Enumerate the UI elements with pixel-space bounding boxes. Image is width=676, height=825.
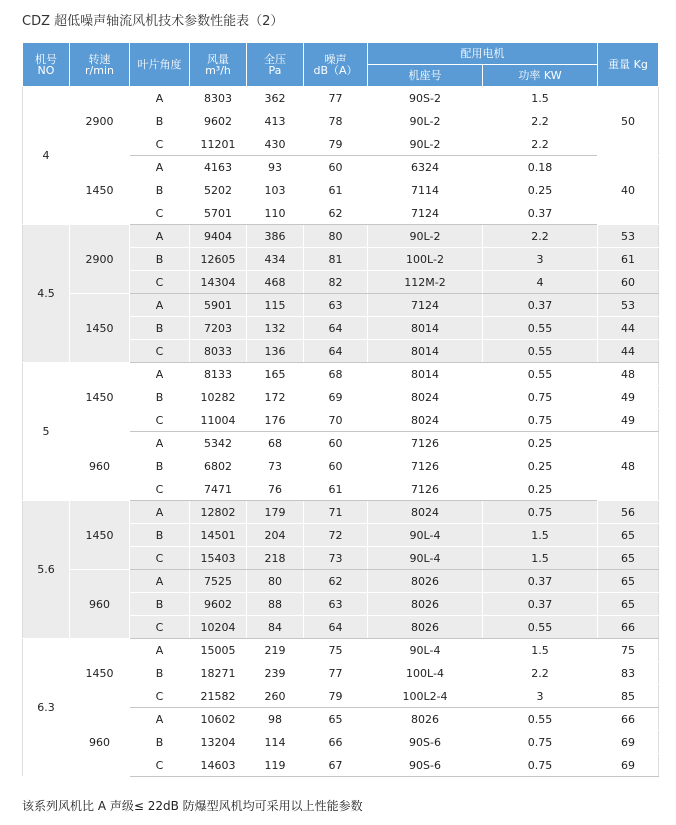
cell-flow: 10602 (190, 708, 247, 731)
cell-weight: 65 (598, 547, 659, 570)
cell-speed: 1450 (70, 639, 130, 708)
cell-pressure: 468 (247, 271, 304, 294)
cell-motor-power: 0.37 (483, 294, 598, 317)
cell-motor-power: 2.2 (483, 662, 598, 685)
table-row (23, 87, 659, 110)
cell-pressure: 110 (247, 202, 304, 225)
cell-angle: C (130, 478, 190, 501)
cell-flow: 4163 (190, 156, 247, 179)
header-speed: 转速 r/min (70, 43, 130, 87)
cell-flow: 10204 (190, 616, 247, 639)
cell-flow: 11201 (190, 133, 247, 156)
cell-noise: 75 (304, 639, 368, 662)
cell-motor-frame: 7126 (368, 432, 483, 455)
cell-motor-frame: 90L-4 (368, 547, 483, 570)
cell-motor-power: 1.5 (483, 547, 598, 570)
cell-weight: 65 (598, 593, 659, 616)
cell-motor-power: 0.55 (483, 340, 598, 363)
cell-motor-power: 0.75 (483, 386, 598, 409)
cell-angle: C (130, 547, 190, 570)
cell-pressure: 98 (247, 708, 304, 731)
cell-pressure: 114 (247, 731, 304, 754)
cell-motor-power: 0.55 (483, 363, 598, 386)
cell-noise: 79 (304, 685, 368, 708)
cell-weight: 85 (598, 685, 659, 708)
cell-noise: 68 (304, 363, 368, 386)
cell-pressure: 80 (247, 570, 304, 593)
cell-flow: 15403 (190, 547, 247, 570)
cell-noise: 61 (304, 179, 368, 202)
cell-flow: 12605 (190, 248, 247, 271)
cell-noise: 79 (304, 133, 368, 156)
cell-motor-power: 0.55 (483, 317, 598, 340)
cell-motor-power: 0.75 (483, 731, 598, 754)
cell-weight: 66 (598, 616, 659, 639)
cell-flow: 9404 (190, 225, 247, 248)
cell-motor-frame: 7114 (368, 179, 483, 202)
header-motor: 配用电机 (368, 43, 598, 65)
cell-model: 6.3 (23, 639, 70, 777)
cell-angle: B (130, 593, 190, 616)
cell-noise: 62 (304, 202, 368, 225)
cell-flow: 14603 (190, 754, 247, 777)
cell-motor-frame: 8024 (368, 386, 483, 409)
cell-flow: 8133 (190, 363, 247, 386)
cell-model: 5 (23, 363, 70, 501)
cell-pressure: 204 (247, 524, 304, 547)
cell-pressure: 76 (247, 478, 304, 501)
cell-motor-power: 0.55 (483, 708, 598, 731)
table-row (23, 432, 659, 455)
cell-motor-frame: 100L-2 (368, 248, 483, 271)
cell-noise: 65 (304, 708, 368, 731)
cell-motor-power: 4 (483, 271, 598, 294)
cell-flow: 21582 (190, 685, 247, 708)
cell-pressure: 413 (247, 110, 304, 133)
cell-speed: 2900 (70, 225, 130, 294)
cell-motor-frame: 100L-4 (368, 662, 483, 685)
cell-motor-frame: 7124 (368, 294, 483, 317)
cell-pressure: 132 (247, 317, 304, 340)
cell-motor-frame: 8026 (368, 616, 483, 639)
header-model: 机号 NO (23, 43, 70, 87)
cell-flow: 5901 (190, 294, 247, 317)
cell-weight: 53 (598, 225, 659, 248)
cell-noise: 82 (304, 271, 368, 294)
cell-noise: 72 (304, 524, 368, 547)
cell-angle: B (130, 317, 190, 340)
cell-motor-power: 0.25 (483, 478, 598, 501)
cell-angle: A (130, 225, 190, 248)
cell-flow: 9602 (190, 110, 247, 133)
cell-pressure: 239 (247, 662, 304, 685)
cell-motor-power: 0.75 (483, 754, 598, 777)
cell-pressure: 362 (247, 87, 304, 110)
cell-noise: 66 (304, 731, 368, 754)
cell-angle: A (130, 156, 190, 179)
cell-motor-frame: 90L-4 (368, 524, 483, 547)
cell-flow: 10282 (190, 386, 247, 409)
cell-model: 5.6 (23, 501, 70, 639)
cell-flow: 15005 (190, 639, 247, 662)
cell-flow: 6802 (190, 455, 247, 478)
cell-noise: 64 (304, 616, 368, 639)
cell-motor-power: 2.2 (483, 110, 598, 133)
cell-motor-power: 0.37 (483, 202, 598, 225)
cell-weight: 66 (598, 708, 659, 731)
cell-noise: 63 (304, 593, 368, 616)
cell-pressure: 84 (247, 616, 304, 639)
cell-motor-frame: 6324 (368, 156, 483, 179)
cell-noise: 70 (304, 409, 368, 432)
cell-flow: 12802 (190, 501, 247, 524)
header-noise: 噪声 dB（A） (304, 43, 368, 87)
cell-flow: 5202 (190, 179, 247, 202)
cell-motor-frame: 7126 (368, 478, 483, 501)
footnote: 该系列风机比 A 声级≤ 22dB 防爆型风机均可采用以上性能参数 (22, 799, 363, 813)
cell-motor-power: 0.25 (483, 455, 598, 478)
cell-model: 4 (23, 87, 70, 225)
header-motor-power: 功率 KW (483, 65, 598, 87)
cell-angle: C (130, 133, 190, 156)
cell-noise: 77 (304, 662, 368, 685)
cell-pressure: 179 (247, 501, 304, 524)
cell-flow: 8033 (190, 340, 247, 363)
table-row (23, 225, 659, 248)
cell-pressure: 68 (247, 432, 304, 455)
cell-motor-frame: 112M-2 (368, 271, 483, 294)
cell-angle: C (130, 616, 190, 639)
cell-motor-frame: 90S-6 (368, 731, 483, 754)
cell-motor-power: 0.37 (483, 593, 598, 616)
cell-motor-frame: 8026 (368, 708, 483, 731)
cell-pressure: 88 (247, 593, 304, 616)
cell-weight: 53 (598, 294, 659, 317)
cell-noise: 64 (304, 317, 368, 340)
table-row (23, 501, 659, 524)
cell-weight: 61 (598, 248, 659, 271)
cell-pressure: 176 (247, 409, 304, 432)
cell-motor-power: 3 (483, 685, 598, 708)
table-row (23, 294, 659, 317)
cell-angle: A (130, 87, 190, 110)
cell-flow: 14304 (190, 271, 247, 294)
header-motor-frame: 机座号 (368, 65, 483, 87)
cell-motor-power: 0.55 (483, 616, 598, 639)
cell-weight: 65 (598, 524, 659, 547)
cell-pressure: 93 (247, 156, 304, 179)
table-body (23, 87, 659, 777)
cell-angle: A (130, 639, 190, 662)
cell-flow: 7471 (190, 478, 247, 501)
cell-weight: 44 (598, 340, 659, 363)
cell-model: 4.5 (23, 225, 70, 363)
header-pressure: 全压 Pa (247, 43, 304, 87)
cell-noise: 73 (304, 547, 368, 570)
cell-weight: 49 (598, 409, 659, 432)
cell-flow: 13204 (190, 731, 247, 754)
header-weight: 重量 Kg (598, 43, 659, 87)
cell-motor-frame: 7124 (368, 202, 483, 225)
spec-table (22, 42, 659, 777)
cell-flow: 14501 (190, 524, 247, 547)
cell-motor-frame: 8026 (368, 570, 483, 593)
cell-flow: 18271 (190, 662, 247, 685)
cell-motor-power: 1.5 (483, 639, 598, 662)
cell-speed: 1450 (70, 501, 130, 570)
cell-noise: 78 (304, 110, 368, 133)
cell-motor-frame: 90L-2 (368, 133, 483, 156)
cell-pressure: 172 (247, 386, 304, 409)
cell-noise: 64 (304, 340, 368, 363)
cell-motor-power: 0.18 (483, 156, 598, 179)
table-row (23, 708, 659, 731)
cell-angle: A (130, 363, 190, 386)
cell-weight: 49 (598, 386, 659, 409)
cell-pressure: 73 (247, 455, 304, 478)
cell-pressure: 136 (247, 340, 304, 363)
cell-weight: 40 (598, 156, 659, 225)
cell-angle: C (130, 271, 190, 294)
cell-noise: 60 (304, 455, 368, 478)
header-flow: 风量 m³/h (190, 43, 247, 87)
cell-flow: 7525 (190, 570, 247, 593)
cell-motor-power: 0.25 (483, 432, 598, 455)
cell-noise: 60 (304, 156, 368, 179)
cell-motor-frame: 100L2-4 (368, 685, 483, 708)
cell-angle: B (130, 455, 190, 478)
cell-noise: 62 (304, 570, 368, 593)
cell-speed: 1450 (70, 156, 130, 225)
cell-flow: 11004 (190, 409, 247, 432)
cell-pressure: 103 (247, 179, 304, 202)
cell-motor-power: 1.5 (483, 87, 598, 110)
cell-noise: 63 (304, 294, 368, 317)
cell-noise: 80 (304, 225, 368, 248)
cell-angle: A (130, 432, 190, 455)
cell-angle: A (130, 501, 190, 524)
cell-motor-frame: 8024 (368, 409, 483, 432)
cell-noise: 77 (304, 87, 368, 110)
cell-noise: 61 (304, 478, 368, 501)
cell-flow: 7203 (190, 317, 247, 340)
cell-angle: C (130, 685, 190, 708)
cell-speed: 1450 (70, 294, 130, 363)
cell-flow: 5701 (190, 202, 247, 225)
cell-angle: B (130, 731, 190, 754)
cell-weight: 50 (598, 87, 659, 156)
table-row (23, 570, 659, 593)
cell-motor-frame: 8026 (368, 593, 483, 616)
cell-speed: 960 (70, 708, 130, 777)
cell-speed: 960 (70, 570, 130, 639)
cell-angle: B (130, 110, 190, 133)
cell-motor-power: 2.2 (483, 133, 598, 156)
cell-flow: 8303 (190, 87, 247, 110)
cell-pressure: 165 (247, 363, 304, 386)
table-row (23, 156, 659, 179)
cell-speed: 960 (70, 432, 130, 501)
cell-speed: 1450 (70, 363, 130, 432)
cell-noise: 71 (304, 501, 368, 524)
cell-noise: 67 (304, 754, 368, 777)
table-row (23, 363, 659, 386)
cell-motor-frame: 8014 (368, 340, 483, 363)
cell-weight: 83 (598, 662, 659, 685)
cell-weight: 69 (598, 731, 659, 754)
cell-angle: B (130, 662, 190, 685)
cell-weight: 56 (598, 501, 659, 524)
cell-angle: C (130, 202, 190, 225)
cell-motor-frame: 90S-2 (368, 87, 483, 110)
cell-motor-frame: 90L-2 (368, 110, 483, 133)
cell-motor-frame: 90L-2 (368, 225, 483, 248)
cell-flow: 5342 (190, 432, 247, 455)
cell-motor-frame: 90L-4 (368, 639, 483, 662)
cell-weight: 69 (598, 754, 659, 777)
cell-pressure: 386 (247, 225, 304, 248)
cell-pressure: 260 (247, 685, 304, 708)
cell-angle: A (130, 570, 190, 593)
cell-motor-power: 0.75 (483, 409, 598, 432)
cell-pressure: 430 (247, 133, 304, 156)
cell-motor-power: 0.37 (483, 570, 598, 593)
cell-motor-power: 0.25 (483, 179, 598, 202)
cell-angle: A (130, 294, 190, 317)
cell-weight: 48 (598, 363, 659, 386)
cell-angle: A (130, 708, 190, 731)
cell-speed: 2900 (70, 87, 130, 156)
table-row (23, 639, 659, 662)
cell-weight: 60 (598, 271, 659, 294)
cell-motor-frame: 8014 (368, 317, 483, 340)
cell-motor-frame: 8024 (368, 501, 483, 524)
cell-angle: B (130, 248, 190, 271)
cell-pressure: 218 (247, 547, 304, 570)
cell-pressure: 434 (247, 248, 304, 271)
cell-motor-frame: 7126 (368, 455, 483, 478)
cell-motor-power: 1.5 (483, 524, 598, 547)
cell-noise: 60 (304, 432, 368, 455)
cell-pressure: 119 (247, 754, 304, 777)
cell-weight: 44 (598, 317, 659, 340)
cell-angle: B (130, 524, 190, 547)
cell-pressure: 219 (247, 639, 304, 662)
cell-motor-power: 2.2 (483, 225, 598, 248)
cell-angle: B (130, 386, 190, 409)
cell-angle: C (130, 754, 190, 777)
cell-pressure: 115 (247, 294, 304, 317)
cell-weight: 65 (598, 570, 659, 593)
header-angle: 叶片角度 (130, 43, 190, 87)
cell-noise: 81 (304, 248, 368, 271)
cell-angle: C (130, 340, 190, 363)
cell-weight: 75 (598, 639, 659, 662)
cell-angle: C (130, 409, 190, 432)
cell-motor-frame: 90S-6 (368, 754, 483, 777)
cell-motor-frame: 8014 (368, 363, 483, 386)
cell-noise: 69 (304, 386, 368, 409)
cell-weight: 48 (598, 432, 659, 501)
cell-angle: B (130, 179, 190, 202)
cell-motor-power: 0.75 (483, 501, 598, 524)
cell-flow: 9602 (190, 593, 247, 616)
page-title: CDZ 超低噪声轴流风机技术参数性能表（2） (22, 14, 284, 29)
cell-motor-power: 3 (483, 248, 598, 271)
